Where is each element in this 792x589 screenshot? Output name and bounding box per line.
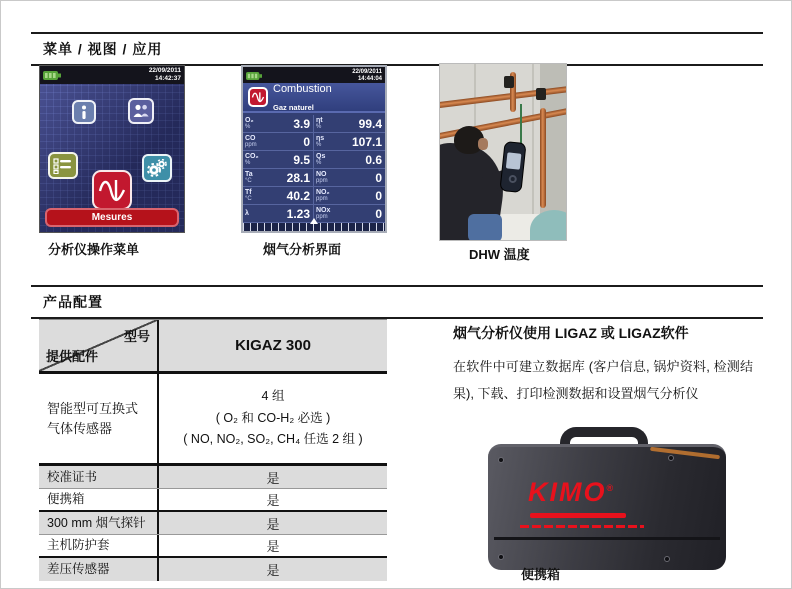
dhw-photo <box>439 63 567 241</box>
combustion-waveform-icon <box>248 87 268 107</box>
screen1-date: 22/09/2011 <box>148 66 181 74</box>
caption-case: 便携箱 <box>521 567 561 582</box>
copper-pipe <box>540 108 546 208</box>
combustion-reading: ηs % 107.1 <box>314 133 385 151</box>
combustion-grid <box>243 115 385 223</box>
row-value: 是 <box>266 516 280 532</box>
combustion-reading: CO ppm 0 <box>243 133 314 151</box>
sensor-value-line: ( O₂ 和 CO-H₂ 必选 ) <box>215 410 331 425</box>
table-row <box>39 466 387 489</box>
combustion-reading: CO₂ % 9.5 <box>243 151 314 169</box>
info-icon[interactable] <box>72 100 96 124</box>
screen2-time: 14:44:04 <box>357 76 382 82</box>
valve <box>504 76 514 88</box>
users-icon[interactable] <box>128 98 154 124</box>
combustion-reading: Ta °C 28.1 <box>243 169 314 187</box>
screw-icon <box>498 554 504 560</box>
carrying-case-figure <box>488 427 726 573</box>
valve <box>536 88 546 100</box>
mesures-button[interactable]: Mesures <box>45 208 179 227</box>
combustion-reading: ηt % 99.4 <box>314 115 385 133</box>
table-row <box>39 558 387 581</box>
kimo-brand-text: KIMO <box>528 477 607 507</box>
product-table-rows <box>39 466 387 581</box>
sensor-value-line: 4 组 <box>261 388 285 403</box>
caption-dhw: DHW 温度 <box>469 247 530 262</box>
caption-combustion: 烟气分析界面 <box>263 242 342 257</box>
model-header-label: 型号 <box>123 329 150 344</box>
row-label: 差压传感器 <box>39 558 159 581</box>
screen1-desktop <box>40 84 184 232</box>
screw-icon <box>668 455 674 461</box>
screw-icon <box>664 556 670 562</box>
sensor-row <box>39 374 387 466</box>
person-jeans <box>468 214 502 241</box>
combustion-reading: NO ppm 0 <box>314 169 385 187</box>
combustion-reading: Qs % 0.6 <box>314 151 385 169</box>
registered-mark: ® <box>606 483 616 493</box>
case-body <box>488 444 726 570</box>
kimo-tagline-strip <box>520 525 644 528</box>
caption-analyzer-menu: 分析仪操作菜单 <box>48 242 140 257</box>
row-label: 校准证书 <box>39 466 159 488</box>
combustion-reading: λ 1.23 <box>243 205 314 223</box>
table-row <box>39 512 387 535</box>
software-title: 烟气分析仪使用 LIGAZ 或 LIGAZ软件 <box>453 325 689 341</box>
sensor-row-value <box>159 374 387 463</box>
kimo-logo <box>528 477 615 508</box>
software-info <box>453 323 753 408</box>
table-header-row <box>39 320 387 374</box>
table-row <box>39 489 387 512</box>
handheld-analyzer <box>499 141 526 193</box>
screen2-date: 22/09/2011 <box>352 68 382 75</box>
analyzer-screen <box>506 152 522 169</box>
row-label: 主机防护套 <box>39 535 159 556</box>
screen1-datetime <box>149 67 181 83</box>
row-value: 是 <box>266 470 280 486</box>
combustion-header <box>243 83 385 113</box>
person-face <box>478 138 488 150</box>
row-label: 便携箱 <box>39 489 159 510</box>
model-value-cell: KIGAZ 300 <box>235 337 311 354</box>
battery-icon <box>43 71 61 80</box>
analyzer-menu-screen <box>39 65 185 233</box>
row-value: 是 <box>266 539 280 554</box>
combustion-reading: NO₂ ppm 0 <box>314 187 385 205</box>
screen1-statusbar <box>40 66 184 84</box>
gears-icon[interactable] <box>142 154 172 182</box>
screen1-time: 14:42:37 <box>154 75 181 82</box>
section-title-product-config: 产品配置 <box>31 285 763 319</box>
combustion-reading: Tf °C 40.2 <box>243 187 314 205</box>
checklist-icon[interactable] <box>48 152 78 179</box>
combustion-subtitle: Gaz naturel <box>273 103 314 112</box>
screen2-datetime <box>352 69 382 84</box>
combustion-title: Combustion <box>273 83 332 95</box>
diagonal-header-cell <box>39 320 159 371</box>
scroll-pointer-icon <box>310 218 318 224</box>
battery-icon <box>246 72 262 80</box>
sensor-row-label: 智能型可互换式气体传感器 <box>39 374 159 463</box>
row-label: 300 mm 烟气探针 <box>39 512 159 534</box>
sensor-value-line: ( NO, NO₂, SO₂, CH₄ 任选 2 组 ) <box>183 432 363 447</box>
combustion-screen <box>241 65 387 233</box>
case-seam <box>494 537 720 540</box>
kimo-logo-bar <box>530 513 626 518</box>
case-accent <box>650 447 720 460</box>
product-table <box>39 319 387 581</box>
combustion-reading: NOx ppm 0 <box>314 205 385 223</box>
software-body: 在软件中可建立数据库 (客户信息, 锅炉资料, 检测结果), 下载、打印检测数据和设置烟气分析仪 <box>453 359 753 402</box>
table-row <box>39 535 387 558</box>
combustion-reading: O₂ % 3.9 <box>243 115 314 133</box>
section-title-menu-view-app: 菜单 / 视图 / 应用 <box>31 32 763 66</box>
screw-icon <box>498 457 504 463</box>
row-value: 是 <box>266 563 280 578</box>
measure-waveform-icon[interactable] <box>92 170 132 210</box>
combustion-scrollbar[interactable] <box>243 223 385 231</box>
row-value: 是 <box>266 493 280 508</box>
accessories-header-label: 提供配件 <box>46 349 99 364</box>
analyzer-button <box>508 175 517 184</box>
